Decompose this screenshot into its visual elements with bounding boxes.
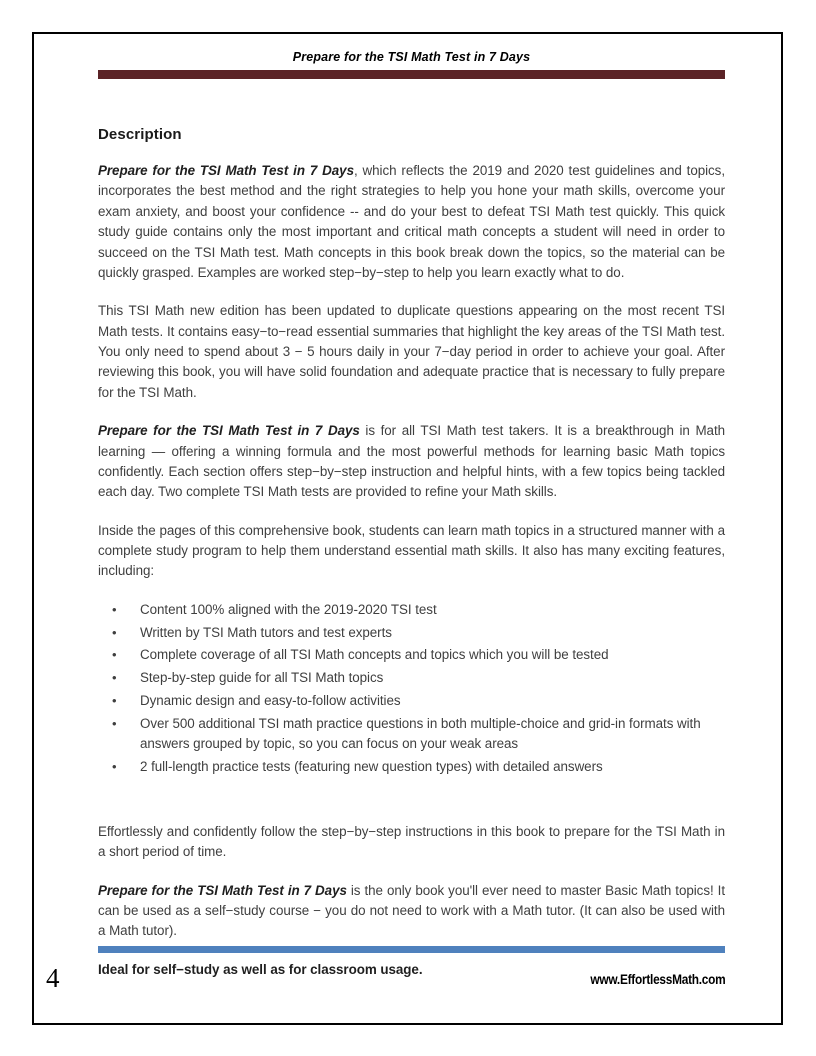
footer-website-link[interactable]: www.EffortlessMath.com: [589, 972, 725, 987]
list-item: [98, 645, 725, 666]
page-content-area: [98, 34, 725, 1023]
list-paragraph-spacer: [98, 796, 725, 822]
list-item: [98, 757, 725, 778]
bullet-icon: •: [112, 715, 117, 731]
book-title-inline-3: Prepare for the TSI Math Test in 7 Days: [98, 882, 347, 898]
bullet-icon: •: [112, 670, 117, 686]
list-item: [98, 691, 725, 712]
paragraph-4: Inside the pages of this comprehensive book, students can learn math topics in a structured manner with a complete study program to help them understand essential math skills. It also has many exciting features, including:: [98, 522, 725, 579]
list-item-label: 2 full-length practice tests (featuring new question types) with detailed answers: [140, 759, 603, 775]
paragraph-6: [98, 881, 725, 942]
paragraph-3: [98, 421, 725, 503]
paragraph-5: Effortlessly and confidently follow the step−by−step instructions in this book to prepare for the TSI Math in a short period of time.: [98, 823, 725, 860]
paragraph-1-text: , which reflects the 2019 and 2020 test guidelines and topics, incorporates the best method and the right strategies to help you hone your math skills, overcome your exam anxiety, and boost your confidence -- and do your best to defeat TSI Math test quickly. This quick study guide contains only the most important and critical math concepts a student will need in order to succeed on the TSI Math test. Math concepts in this book break down the topics, so the material can be quickly grasped. Examples are worked step−by−step to help you learn exactly what to do.: [98, 163, 725, 280]
running-footer: [46, 946, 725, 997]
paragraph-3-text: is for all TSI Math test takers. It is a breakthrough in Math learning — offering a winning formula and the most powerful methods for learning basic Math topics confidently. Each section offers step−by−step instruction and helpful hints, with a few topics being tackled each day. Two complete TSI Math tests are provided to refine your Math skills.: [98, 423, 726, 500]
list-item-label: Content 100% aligned with the 2019-2020 TSI test: [140, 601, 437, 617]
document-body: [98, 126, 725, 980]
paragraph-1: [98, 161, 725, 283]
page-number: 4: [46, 963, 60, 993]
paragraph-2: This TSI Math new edition has been updated to duplicate questions appearing on the most recent TSI Math tests. It contains easy−to−read essential summaries that highlight the key areas of the TSI Math test. You only need to spend about 3 − 5 hours daily in your 7−day period in order to achieve your goal. After reviewing this book, you will have solid foundation and adequate practice that is necessary to fully prepare for the TSI Math.: [98, 303, 725, 400]
paragraph-6-text: is the only book you'll ever need to master Basic Math topics! It can be used as a self−study course − you do not need to work with a Math tutor. (It can also be used with a Math tutor).: [98, 882, 725, 939]
bullet-icon: •: [112, 624, 117, 640]
book-title-inline-1: Prepare for the TSI Math Test in 7 Days: [98, 163, 354, 178]
bullet-icon: •: [112, 759, 117, 775]
list-item-label: Over 500 additional TSI math practice questions in both multiple-choice and grid-in formats with answers grouped by topic, so you can focus on your weak areas: [140, 715, 701, 752]
closing-bold-line: Ideal for self−study as well as for classroom usage.: [98, 961, 423, 977]
list-item-label: Dynamic design and easy-to-follow activities: [140, 692, 401, 708]
list-item-label: Step-by-step guide for all TSI Math topics: [140, 670, 384, 686]
list-item: [98, 600, 725, 621]
bullet-icon: •: [112, 692, 117, 708]
feature-bullet-list: [98, 600, 725, 778]
bullet-icon: •: [112, 601, 117, 617]
list-item-label: Complete coverage of all TSI Math concepts and topics which you will be tested: [140, 647, 609, 663]
header-rule-maroon: [98, 70, 725, 79]
running-header: [98, 50, 725, 79]
list-item: [98, 623, 725, 644]
page-frame: [32, 32, 783, 1025]
book-title-inline-2: Prepare for the TSI Math Test in 7 Days: [98, 423, 360, 439]
footer-rule-blue: [98, 946, 725, 953]
list-item: [98, 668, 725, 689]
list-item: [98, 714, 725, 756]
list-item-label: Written by TSI Math tutors and test experts: [140, 624, 392, 640]
bullet-icon: •: [112, 647, 117, 663]
section-heading-description: Description: [98, 126, 182, 143]
footer-row: [46, 963, 725, 997]
header-title: Prepare for the TSI Math Test in 7 Days: [292, 50, 531, 64]
